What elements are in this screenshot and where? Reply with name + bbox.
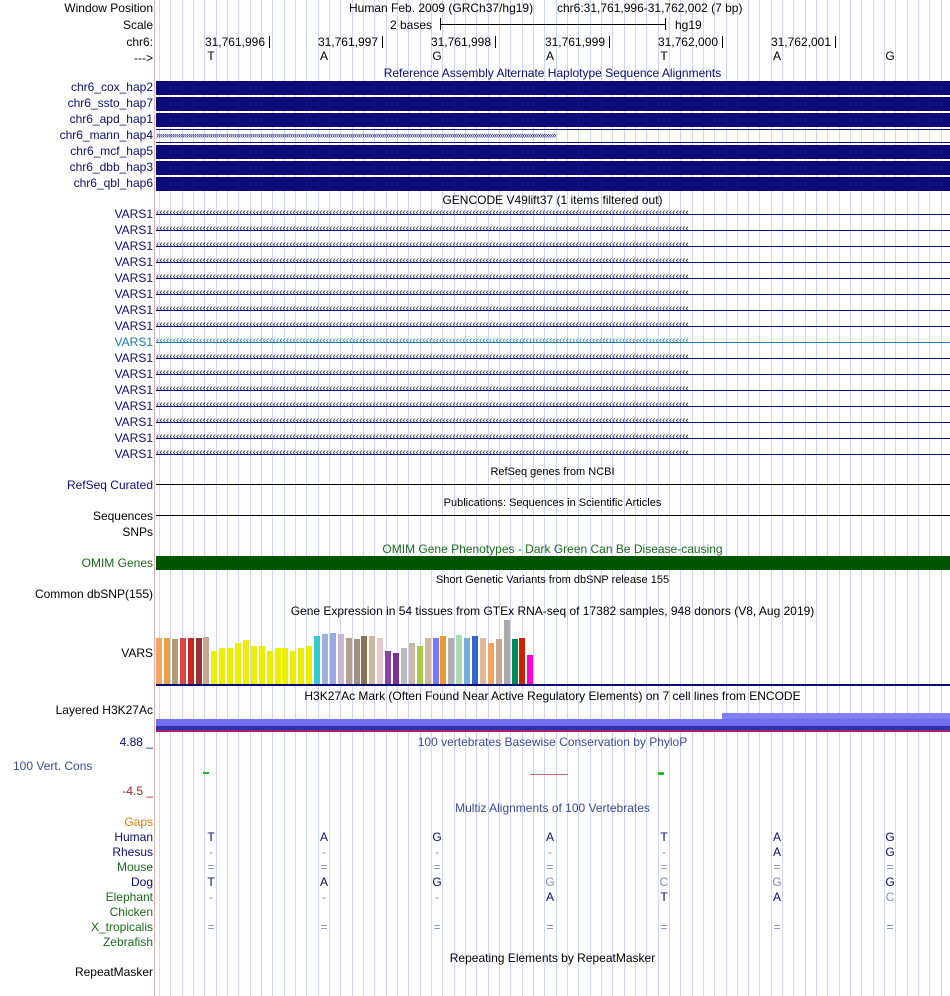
gencode-transcript-label[interactable]: VARS1	[114, 319, 153, 333]
gencode-transcript-label[interactable]: VARS1	[114, 239, 153, 253]
gencode-transcript-line[interactable]	[156, 353, 950, 363]
alt-haplotype-bar[interactable]	[156, 113, 950, 127]
strand-arrows: ‹‹‹‹‹‹‹‹‹‹‹‹‹‹‹‹‹‹‹‹‹‹‹‹‹‹‹‹‹‹‹‹‹‹‹‹‹‹‹‹‹‹‹‹‹‹‹‹‹‹‹‹‹‹‹‹‹‹‹‹‹‹‹‹‹‹‹‹‹‹‹‹‹‹‹‹‹‹‹‹‹‹‹‹‹‹‹‹‹‹‹‹‹‹‹‹‹‹‹‹‹‹‹‹‹‹‹‹‹‹‹‹‹‹‹‹‹‹‹‹‹‹‹‹‹‹‹‹‹‹‹‹‹‹‹‹‹‹‹‹‹‹‹‹‹‹‹‹‹‹‹‹‹‹‹‹‹‹‹‹	[156, 241, 689, 250]
gencode-transcript-line[interactable]	[156, 337, 950, 347]
alt-haplotype-label[interactable]: chr6_cox_hap2	[70, 80, 153, 94]
multiz-base: T	[207, 830, 215, 844]
assembly-label: Human Feb. 2009 (GRCh37/hg19)	[349, 1, 534, 15]
strand-arrows: ‹‹‹‹‹‹‹‹‹‹‹‹‹‹‹‹‹‹‹‹‹‹‹‹‹‹‹‹‹‹‹‹‹‹‹‹‹‹‹‹‹‹‹‹‹‹‹‹‹‹‹‹‹‹‹‹‹‹‹‹‹‹‹‹‹‹‹‹‹‹‹‹‹‹‹‹‹‹‹‹‹‹‹‹‹‹‹‹‹‹‹‹‹‹‹‹‹‹‹‹‹‹‹‹‹‹‹‹‹‹‹‹‹‹‹‹‹‹‹‹‹‹‹‹‹‹‹‹‹‹‹‹‹‹‹‹‹‹‹‹‹‹‹‹‹‹‹‹‹‹‹‹‹‹‹‹‹‹‹‹	[156, 353, 689, 362]
gtex-tissue-bar[interactable]	[377, 638, 383, 684]
strand-arrows: ‹‹‹‹‹‹‹‹‹‹‹‹‹‹‹‹‹‹‹‹‹‹‹‹‹‹‹‹‹‹‹‹‹‹‹‹‹‹‹‹‹‹‹‹‹‹‹‹‹‹‹‹‹‹‹‹‹‹‹‹‹‹‹‹‹‹‹‹‹‹‹‹‹‹‹‹‹‹‹‹‹‹‹‹‹‹‹‹‹‹‹‹‹‹‹‹‹‹‹‹‹‹‹‹‹‹‹‹‹‹‹‹‹‹‹‹‹‹‹‹‹‹‹‹‹‹‹‹‹‹‹‹‹‹‹‹‹‹‹‹‹‹‹‹‹‹‹‹‹‹‹‹‹‹‹‹‹‹‹‹	[156, 337, 689, 346]
gtex-tissue-bar[interactable]	[393, 653, 399, 684]
multiz-base: =	[660, 860, 668, 874]
h3k27ac-layer-3[interactable]	[156, 730, 950, 732]
gtex-tissue-bar[interactable]	[196, 638, 202, 684]
repeatmasker-label[interactable]: RepeatMasker	[74, 965, 153, 979]
gencode-title[interactable]: GENCODE V49lift37 (1 items filtered out)	[442, 193, 663, 207]
phylop-title[interactable]: 100 vertebrates Basewise Conservation by PhyloP	[417, 735, 688, 749]
multiz-base: T	[207, 875, 215, 889]
gtex-tissue-bar[interactable]	[448, 638, 454, 684]
reference-base: G	[432, 49, 442, 63]
h3k27ac-title[interactable]: H3K27Ac Mark (Often Found Near Active Regulatory Elements) on 7 cell lines from ENCODE	[304, 689, 801, 703]
ruler-tick-label: 31,761,996	[204, 35, 265, 49]
gtex-tissue-bar[interactable]	[385, 651, 391, 684]
strand-arrows: ‹‹‹‹‹‹‹‹‹‹‹‹‹‹‹‹‹‹‹‹‹‹‹‹‹‹‹‹‹‹‹‹‹‹‹‹‹‹‹‹‹‹‹‹‹‹‹‹‹‹‹‹‹‹‹‹‹‹‹‹‹‹‹‹‹‹‹‹‹‹‹‹‹‹‹‹‹‹‹‹‹‹‹‹‹‹‹‹‹‹‹‹‹‹‹‹‹‹‹‹‹‹‹‹‹‹‹‹‹‹‹‹‹‹‹‹‹‹‹‹‹‹‹‹‹‹‹‹‹‹‹‹‹‹‹‹‹‹‹‹‹‹‹‹‹‹‹‹‹‹‹‹‹‹‹‹‹‹‹‹	[156, 385, 689, 394]
gencode-transcript-label[interactable]: VARS1	[114, 367, 153, 381]
gtex-tissue-bar[interactable]	[409, 643, 415, 684]
gencode-transcript-label[interactable]: VARS1	[114, 399, 153, 413]
multiz-base: G	[885, 875, 895, 889]
gencode-transcript-line[interactable]	[156, 321, 950, 331]
gtex-tissue-bar[interactable]	[433, 638, 439, 684]
multiz-base: T	[660, 830, 668, 844]
gencode-transcript-label[interactable]: VARS1	[114, 335, 153, 349]
publications-title[interactable]: Publications: Sequences in Scientific Articles	[443, 497, 662, 509]
gtex-tissue-bar[interactable]	[346, 638, 352, 684]
multiz-base: T	[660, 890, 668, 904]
strand-arrows: ‹‹‹‹‹‹‹‹‹‹‹‹‹‹‹‹‹‹‹‹‹‹‹‹‹‹‹‹‹‹‹‹‹‹‹‹‹‹‹‹‹‹‹‹‹‹‹‹‹‹‹‹‹‹‹‹‹‹‹‹‹‹‹‹‹‹‹‹‹‹‹‹‹‹‹‹‹‹‹‹‹‹‹‹‹‹‹‹‹‹‹‹‹‹‹‹‹‹‹‹‹‹‹‹‹‹‹‹‹‹‹‹‹‹‹‹‹‹‹‹‹‹‹‹‹‹‹‹‹‹‹‹‹‹‹‹‹‹‹‹‹‹‹‹‹‹‹‹‹‹‹‹‹‹‹‹‹‹‹‹	[156, 449, 689, 458]
scale-bar	[440, 24, 666, 25]
multiz-base: -	[435, 890, 439, 904]
gtex-tissue-bar[interactable]	[322, 634, 328, 684]
multiz-base: -	[209, 845, 213, 859]
multiz-base: G	[885, 845, 895, 859]
ruler-tick	[609, 36, 610, 48]
repeatmasker-title[interactable]: Repeating Elements by RepeatMasker	[449, 951, 656, 965]
multiz-base: A	[319, 830, 328, 844]
ruler-tick	[382, 36, 383, 48]
gtex-tissue-bar[interactable]	[488, 643, 494, 684]
gtex-tissue-bar[interactable]	[330, 633, 336, 684]
gencode-transcript-line[interactable]	[156, 257, 950, 267]
omim-bar[interactable]	[156, 556, 950, 570]
gtex-tissue-bar[interactable]	[180, 638, 186, 684]
position-label: chr6:31,761,996-31,762,002 (7 bp)	[557, 1, 743, 15]
multiz-species-label[interactable]: Human	[114, 830, 153, 844]
gtex-tissue-bar[interactable]	[243, 640, 249, 684]
scale-bar-right-tick	[665, 18, 666, 30]
gtex-tissue-bar[interactable]	[298, 648, 304, 684]
ruler-tick	[722, 36, 723, 48]
gtex-tissue-bar[interactable]	[338, 634, 344, 684]
gtex-title[interactable]: Gene Expression in 54 tissues from GTEx RNA-seq of 17382 samples, 948 donors (V8, Aug 2019)	[290, 604, 815, 618]
multiz-base: A	[772, 845, 781, 859]
alt-haplotype-label[interactable]: chr6_qbl_hap6	[73, 176, 153, 190]
multiz-base: -	[662, 845, 666, 859]
gtex-tissue-bar[interactable]	[227, 648, 233, 684]
h3k27ac-layer-1[interactable]	[156, 719, 950, 726]
ruler-tick-label: 31,762,000	[657, 35, 718, 49]
scale-bar-text: 2 bases	[390, 18, 433, 32]
multiz-species-label[interactable]: Gaps	[124, 815, 153, 829]
multiz-species-label[interactable]: Dog	[130, 875, 153, 889]
refseq-title[interactable]: RefSeq genes from NCBI	[490, 466, 615, 478]
alt-haplotype-bar-gapped[interactable]: ››››››››››››››››››››››››››››››››››››››››››››››››››››››››››››››››››››››››››››››››››››››››››››››››››››››››››››››››››››››››››››››››››››››››››››››››››››››››››››››››››››››››››››››››››››››››››››››››››››››››	[156, 129, 950, 143]
strand-label: --->	[134, 51, 153, 65]
scale-bar-left-tick	[440, 18, 441, 30]
strand-arrows: ‹‹‹‹‹‹‹‹‹‹‹‹‹‹‹‹‹‹‹‹‹‹‹‹‹‹‹‹‹‹‹‹‹‹‹‹‹‹‹‹‹‹‹‹‹‹‹‹‹‹‹‹‹‹‹‹‹‹‹‹‹‹‹‹‹‹‹‹‹‹‹‹‹‹‹‹‹‹‹‹‹‹‹‹‹‹‹‹‹‹‹‹‹‹‹‹‹‹‹‹‹‹‹‹‹‹‹‹‹‹‹‹‹‹‹‹‹‹‹‹‹‹‹‹‹‹‹‹‹‹‹‹‹‹‹‹‹‹‹‹‹‹‹‹‹‹‹‹‹‹‹‹‹‹‹‹‹‹‹‹	[156, 305, 689, 314]
phylop-min: -4.5 _	[122, 784, 153, 798]
ruler-tick	[835, 36, 836, 48]
multiz-base: A	[545, 890, 554, 904]
window-position-label: Window Position	[64, 1, 153, 15]
alt-haplotype-label[interactable]: chr6_dbb_hap3	[69, 160, 153, 174]
multiz-base: -	[548, 845, 552, 859]
multiz-base: G	[885, 830, 895, 844]
gtex-tissue-bar[interactable]	[456, 635, 462, 684]
gtex-tissue-bar[interactable]	[361, 636, 367, 684]
alt-haplotype-label[interactable]: chr6_mcf_hap5	[70, 144, 153, 158]
gtex-tissue-bar[interactable]	[354, 639, 360, 684]
publications-snps-label[interactable]: SNPs	[122, 525, 153, 539]
gencode-transcript-line[interactable]	[156, 225, 950, 235]
gtex-tissue-bar[interactable]	[512, 639, 518, 684]
multiz-base: C	[659, 875, 669, 889]
multiz-base: =	[433, 860, 441, 874]
gtex-tissue-bar[interactable]	[188, 638, 194, 684]
multiz-base: =	[546, 920, 554, 934]
strand-arrows: ‹‹‹‹‹‹‹‹‹‹‹‹‹‹‹‹‹‹‹‹‹‹‹‹‹‹‹‹‹‹‹‹‹‹‹‹‹‹‹‹‹‹‹‹‹‹‹‹‹‹‹‹‹‹‹‹‹‹‹‹‹‹‹‹‹‹‹‹‹‹‹‹‹‹‹‹‹‹‹‹‹‹‹‹‹‹‹‹‹‹‹‹‹‹‹‹‹‹‹‹‹‹‹‹‹‹‹‹‹‹‹‹‹‹‹‹‹‹‹‹‹‹‹‹‹‹‹‹‹‹‹‹‹‹‹‹‹‹‹‹‹‹‹‹‹‹‹‹‹‹‹‹‹‹‹‹‹‹‹‹	[156, 321, 689, 330]
multiz-species-label[interactable]: Mouse	[116, 860, 153, 874]
gtex-tissue-bar[interactable]	[219, 648, 225, 684]
gtex-tissue-bar[interactable]	[417, 646, 423, 684]
multiz-base: A	[545, 830, 554, 844]
multiz-base: -	[322, 845, 326, 859]
gencode-transcript-line[interactable]	[156, 385, 950, 395]
gencode-transcript-label[interactable]: VARS1	[114, 431, 153, 445]
multiz-title[interactable]: Multiz Alignments of 100 Vertebrates	[455, 801, 650, 815]
gtex-tissue-bar[interactable]	[275, 648, 281, 684]
alt-haplotype-bar[interactable]	[156, 145, 950, 159]
gtex-tissue-bar[interactable]	[172, 639, 178, 684]
reference-base: G	[885, 49, 895, 63]
strand-arrows: ‹‹‹‹‹‹‹‹‹‹‹‹‹‹‹‹‹‹‹‹‹‹‹‹‹‹‹‹‹‹‹‹‹‹‹‹‹‹‹‹‹‹‹‹‹‹‹‹‹‹‹‹‹‹‹‹‹‹‹‹‹‹‹‹‹‹‹‹‹‹‹‹‹‹‹‹‹‹‹‹‹‹‹‹‹‹‹‹‹‹‹‹‹‹‹‹‹‹‹‹‹‹‹‹‹‹‹‹‹‹‹‹‹‹‹‹‹‹‹‹‹‹‹‹‹‹‹‹‹‹‹‹‹‹‹‹‹‹‹‹‹‹‹‹‹‹‹‹‹‹‹‹‹‹‹‹‹‹‹‹	[156, 369, 689, 378]
strand-arrows: ‹‹‹‹‹‹‹‹‹‹‹‹‹‹‹‹‹‹‹‹‹‹‹‹‹‹‹‹‹‹‹‹‹‹‹‹‹‹‹‹‹‹‹‹‹‹‹‹‹‹‹‹‹‹‹‹‹‹‹‹‹‹‹‹‹‹‹‹‹‹‹‹‹‹‹‹‹‹‹‹‹‹‹‹‹‹‹‹‹‹‹‹‹‹‹‹‹‹‹‹‹‹‹‹‹‹‹‹‹‹‹‹‹‹‹‹‹‹‹‹‹‹‹‹‹‹‹‹‹‹‹‹‹‹‹‹‹‹‹‹‹‹‹‹‹‹‹‹‹‹‹‹‹‹‹‹‹‹‹‹	[156, 273, 689, 282]
multiz-base: =	[320, 860, 328, 874]
ruler-tick-label: 31,762,001	[770, 35, 831, 49]
strand-arrows: ‹‹‹‹‹‹‹‹‹‹‹‹‹‹‹‹‹‹‹‹‹‹‹‹‹‹‹‹‹‹‹‹‹‹‹‹‹‹‹‹‹‹‹‹‹‹‹‹‹‹‹‹‹‹‹‹‹‹‹‹‹‹‹‹‹‹‹‹‹‹‹‹‹‹‹‹‹‹‹‹‹‹‹‹‹‹‹‹‹‹‹‹‹‹‹‹‹‹‹‹‹‹‹‹‹‹‹‹‹‹‹‹‹‹‹‹‹‹‹‹‹‹‹‹‹‹‹‹‹‹‹‹‹‹‹‹‹‹‹‹‹‹‹‹‹‹‹‹‹‹‹‹‹‹‹‹‹‹‹‹	[156, 225, 689, 234]
publications-sequences-label[interactable]: Sequences	[92, 509, 153, 523]
phylop-max: 4.88 _	[119, 735, 153, 749]
gtex-tissue-bar[interactable]	[267, 651, 273, 684]
phylop-mark-3	[658, 772, 664, 775]
multiz-base: -	[209, 890, 213, 904]
reference-base: A	[319, 49, 328, 63]
strand-arrows: ‹‹‹‹‹‹‹‹‹‹‹‹‹‹‹‹‹‹‹‹‹‹‹‹‹‹‹‹‹‹‹‹‹‹‹‹‹‹‹‹‹‹‹‹‹‹‹‹‹‹‹‹‹‹‹‹‹‹‹‹‹‹‹‹‹‹‹‹‹‹‹‹‹‹‹‹‹‹‹‹‹‹‹‹‹‹‹‹‹‹‹‹‹‹‹‹‹‹‹‹‹‹‹‹‹‹‹‹‹‹‹‹‹‹‹‹‹‹‹‹‹‹‹‹‹‹‹‹‹‹‹‹‹‹‹‹‹‹‹‹‹‹‹‹‹‹‹‹‹‹‹‹‹‹‹‹‹‹‹‹	[156, 433, 689, 442]
multiz-base: G	[432, 830, 442, 844]
gtex-tissue-bar[interactable]	[519, 638, 525, 684]
gtex-tissue-bar[interactable]	[504, 620, 510, 684]
gtex-tissue-bar[interactable]	[203, 637, 209, 684]
phylop-label[interactable]: 100 Vert. Cons	[13, 759, 93, 773]
gtex-tissue-bar[interactable]	[314, 636, 320, 684]
gencode-transcript-line[interactable]	[156, 241, 950, 251]
multiz-base: G	[545, 875, 555, 889]
gencode-transcript-line[interactable]	[156, 433, 950, 443]
gencode-transcript-label[interactable]: VARS1	[114, 271, 153, 285]
multiz-base: =	[660, 920, 668, 934]
gtex-tissue-bar[interactable]	[464, 638, 470, 684]
dbsnp-label[interactable]: Common dbSNP(155)	[34, 587, 153, 601]
multiz-base: =	[546, 860, 554, 874]
ruler-tick-label: 31,761,999	[544, 35, 605, 49]
reference-base: T	[660, 49, 668, 63]
gtex-tissue-bar[interactable]	[369, 636, 375, 684]
multiz-base: =	[773, 860, 781, 874]
multiz-species-label[interactable]: Elephant	[105, 890, 153, 904]
ruler-tick	[269, 36, 270, 48]
alt-haplotype-label[interactable]: chr6_ssto_hap7	[67, 96, 153, 110]
gtex-tissue-bar[interactable]	[527, 655, 533, 684]
gtex-tissue-bar[interactable]	[425, 638, 431, 684]
gencode-transcript-line[interactable]	[156, 289, 950, 299]
reference-base: A	[545, 49, 554, 63]
gencode-transcript-label[interactable]: VARS1	[114, 255, 153, 269]
strand-arrows: ‹‹‹‹‹‹‹‹‹‹‹‹‹‹‹‹‹‹‹‹‹‹‹‹‹‹‹‹‹‹‹‹‹‹‹‹‹‹‹‹‹‹‹‹‹‹‹‹‹‹‹‹‹‹‹‹‹‹‹‹‹‹‹‹‹‹‹‹‹‹‹‹‹‹‹‹‹‹‹‹‹‹‹‹‹‹‹‹‹‹‹‹‹‹‹‹‹‹‹‹‹‹‹‹‹‹‹‹‹‹‹‹‹‹‹‹‹‹‹‹‹‹‹‹‹‹‹‹‹‹‹‹‹‹‹‹‹‹‹‹‹‹‹‹‹‹‹‹‹‹‹‹‹‹‹‹‹‹‹‹	[156, 257, 689, 266]
gencode-transcript-label[interactable]: VARS1	[114, 351, 153, 365]
gtex-tissue-bar[interactable]	[259, 646, 265, 684]
multiz-base: =	[207, 860, 215, 874]
gtex-tissue-bar[interactable]	[251, 646, 257, 684]
multiz-base: G	[432, 875, 442, 889]
gtex-tissue-bar[interactable]	[235, 643, 241, 684]
gencode-transcript-line[interactable]	[156, 417, 950, 427]
multiz-base: -	[322, 890, 326, 904]
multiz-base: A	[319, 875, 328, 889]
gtex-tissue-bar[interactable]	[401, 648, 407, 684]
alt-haplotype-label[interactable]: chr6_mann_hap4	[59, 128, 153, 142]
scale-db: hg19	[675, 18, 702, 32]
dbsnp-title[interactable]: Short Genetic Variants from dbSNP release 155	[435, 574, 670, 586]
strand-arrows: ‹‹‹‹‹‹‹‹‹‹‹‹‹‹‹‹‹‹‹‹‹‹‹‹‹‹‹‹‹‹‹‹‹‹‹‹‹‹‹‹‹‹‹‹‹‹‹‹‹‹‹‹‹‹‹‹‹‹‹‹‹‹‹‹‹‹‹‹‹‹‹‹‹‹‹‹‹‹‹‹‹‹‹‹‹‹‹‹‹‹‹‹‹‹‹‹‹‹‹‹‹‹‹‹‹‹‹‹‹‹‹‹‹‹‹‹‹‹‹‹‹‹‹‹‹‹‹‹‹‹‹‹‹‹‹‹‹‹‹‹‹‹‹‹‹‹‹‹‹‹‹‹‹‹‹‹‹‹‹‹	[156, 417, 689, 426]
gtex-tissue-bar[interactable]	[282, 648, 288, 684]
alt-haplotypes-title[interactable]: Reference Assembly Alternate Haplotype Sequence Alignments	[383, 66, 722, 80]
gencode-transcript-label[interactable]: VARS1	[114, 447, 153, 461]
gtex-tissue-bar[interactable]	[306, 646, 312, 684]
alt-haplotype-label[interactable]: chr6_apd_hap1	[69, 112, 153, 126]
phylop-mark-2	[530, 774, 568, 775]
gtex-tissue-bar[interactable]	[211, 651, 217, 684]
gencode-transcript-label[interactable]: VARS1	[114, 415, 153, 429]
publications-line	[156, 515, 950, 516]
multiz-species-label[interactable]: X_tropicalis	[90, 920, 153, 934]
multiz-base: G	[772, 875, 782, 889]
multiz-base: =	[773, 920, 781, 934]
gtex-label[interactable]: VARS	[121, 646, 153, 660]
gencode-transcript-label[interactable]: VARS1	[114, 383, 153, 397]
ruler-tick	[495, 36, 496, 48]
multiz-species-label[interactable]: Zebrafish	[102, 935, 153, 949]
gencode-transcript-line[interactable]	[156, 305, 950, 315]
chrom-label: chr6:	[126, 35, 153, 49]
gtex-tissue-bar[interactable]	[480, 638, 486, 684]
multiz-base: C	[885, 890, 895, 904]
gtex-tissue-bar[interactable]	[164, 638, 170, 684]
omim-title[interactable]: OMIM Gene Phenotypes - Dark Green Can Be Disease-causing	[382, 542, 723, 556]
gencode-transcript-line[interactable]	[156, 449, 950, 459]
gtex-baseline	[156, 684, 950, 686]
multiz-base: =	[207, 920, 215, 934]
omim-label[interactable]: OMIM Genes	[81, 556, 153, 570]
gencode-transcript-line[interactable]	[156, 401, 950, 411]
gtex-tissue-bar[interactable]	[156, 638, 162, 684]
multiz-base: =	[320, 920, 328, 934]
refseq-line	[156, 484, 950, 485]
gtex-tissue-bar[interactable]	[440, 636, 446, 684]
alt-haplotype-bar[interactable]	[156, 81, 950, 95]
gencode-transcript-label[interactable]: VARS1	[114, 207, 153, 221]
gencode-transcript-label[interactable]: VARS1	[114, 287, 153, 301]
multiz-species-label[interactable]: Rhesus	[112, 845, 153, 859]
ruler-tick-label: 31,761,997	[317, 35, 378, 49]
gencode-transcript-line[interactable]	[156, 209, 950, 219]
strand-arrows: ‹‹‹‹‹‹‹‹‹‹‹‹‹‹‹‹‹‹‹‹‹‹‹‹‹‹‹‹‹‹‹‹‹‹‹‹‹‹‹‹‹‹‹‹‹‹‹‹‹‹‹‹‹‹‹‹‹‹‹‹‹‹‹‹‹‹‹‹‹‹‹‹‹‹‹‹‹‹‹‹‹‹‹‹‹‹‹‹‹‹‹‹‹‹‹‹‹‹‹‹‹‹‹‹‹‹‹‹‹‹‹‹‹‹‹‹‹‹‹‹‹‹‹‹‹‹‹‹‹‹‹‹‹‹‹‹‹‹‹‹‹‹‹‹‹‹‹‹‹‹‹‹‹‹‹‹‹‹‹‹	[156, 401, 689, 410]
h3k27ac-label[interactable]: Layered H3K27Ac	[55, 703, 153, 717]
multiz-base: A	[772, 890, 781, 904]
strand-arrows: ‹‹‹‹‹‹‹‹‹‹‹‹‹‹‹‹‹‹‹‹‹‹‹‹‹‹‹‹‹‹‹‹‹‹‹‹‹‹‹‹‹‹‹‹‹‹‹‹‹‹‹‹‹‹‹‹‹‹‹‹‹‹‹‹‹‹‹‹‹‹‹‹‹‹‹‹‹‹‹‹‹‹‹‹‹‹‹‹‹‹‹‹‹‹‹‹‹‹‹‹‹‹‹‹‹‹‹‹‹‹‹‹‹‹‹‹‹‹‹‹‹‹‹‹‹‹‹‹‹‹‹‹‹‹‹‹‹‹‹‹‹‹‹‹‹‹‹‹‹‹‹‹‹‹‹‹‹‹‹‹	[156, 209, 689, 218]
strand-arrows: ‹‹‹‹‹‹‹‹‹‹‹‹‹‹‹‹‹‹‹‹‹‹‹‹‹‹‹‹‹‹‹‹‹‹‹‹‹‹‹‹‹‹‹‹‹‹‹‹‹‹‹‹‹‹‹‹‹‹‹‹‹‹‹‹‹‹‹‹‹‹‹‹‹‹‹‹‹‹‹‹‹‹‹‹‹‹‹‹‹‹‹‹‹‹‹‹‹‹‹‹‹‹‹‹‹‹‹‹‹‹‹‹‹‹‹‹‹‹‹‹‹‹‹‹‹‹‹‹‹‹‹‹‹‹‹‹‹‹‹‹‹‹‹‹‹‹‹‹‹‹‹‹‹‹‹‹‹‹‹‹	[156, 289, 689, 298]
reference-base: A	[772, 49, 781, 63]
gtex-tissue-bar[interactable]	[472, 636, 478, 684]
multiz-base: =	[433, 920, 441, 934]
scale-label: Scale	[122, 18, 153, 32]
gencode-transcript-label[interactable]: VARS1	[114, 223, 153, 237]
multiz-base: A	[772, 830, 781, 844]
alt-haplotype-bar[interactable]	[156, 161, 950, 175]
multiz-species-label[interactable]: Chicken	[109, 905, 153, 919]
reference-base: T	[207, 49, 215, 63]
gencode-transcript-line[interactable]	[156, 273, 950, 283]
alt-haplotype-bar[interactable]	[156, 177, 950, 191]
alt-haplotype-bar[interactable]	[156, 97, 950, 111]
phylop-mark-1	[203, 772, 209, 774]
multiz-base: -	[435, 845, 439, 859]
gencode-transcript-label[interactable]: VARS1	[114, 303, 153, 317]
multiz-base: =	[886, 860, 894, 874]
multiz-base: =	[886, 920, 894, 934]
ruler-tick-label: 31,761,998	[430, 35, 491, 49]
gencode-transcript-line[interactable]	[156, 369, 950, 379]
gtex-tissue-bar[interactable]	[290, 651, 296, 684]
refseq-label[interactable]: RefSeq Curated	[66, 478, 153, 492]
gtex-tissue-bar[interactable]	[496, 639, 502, 684]
